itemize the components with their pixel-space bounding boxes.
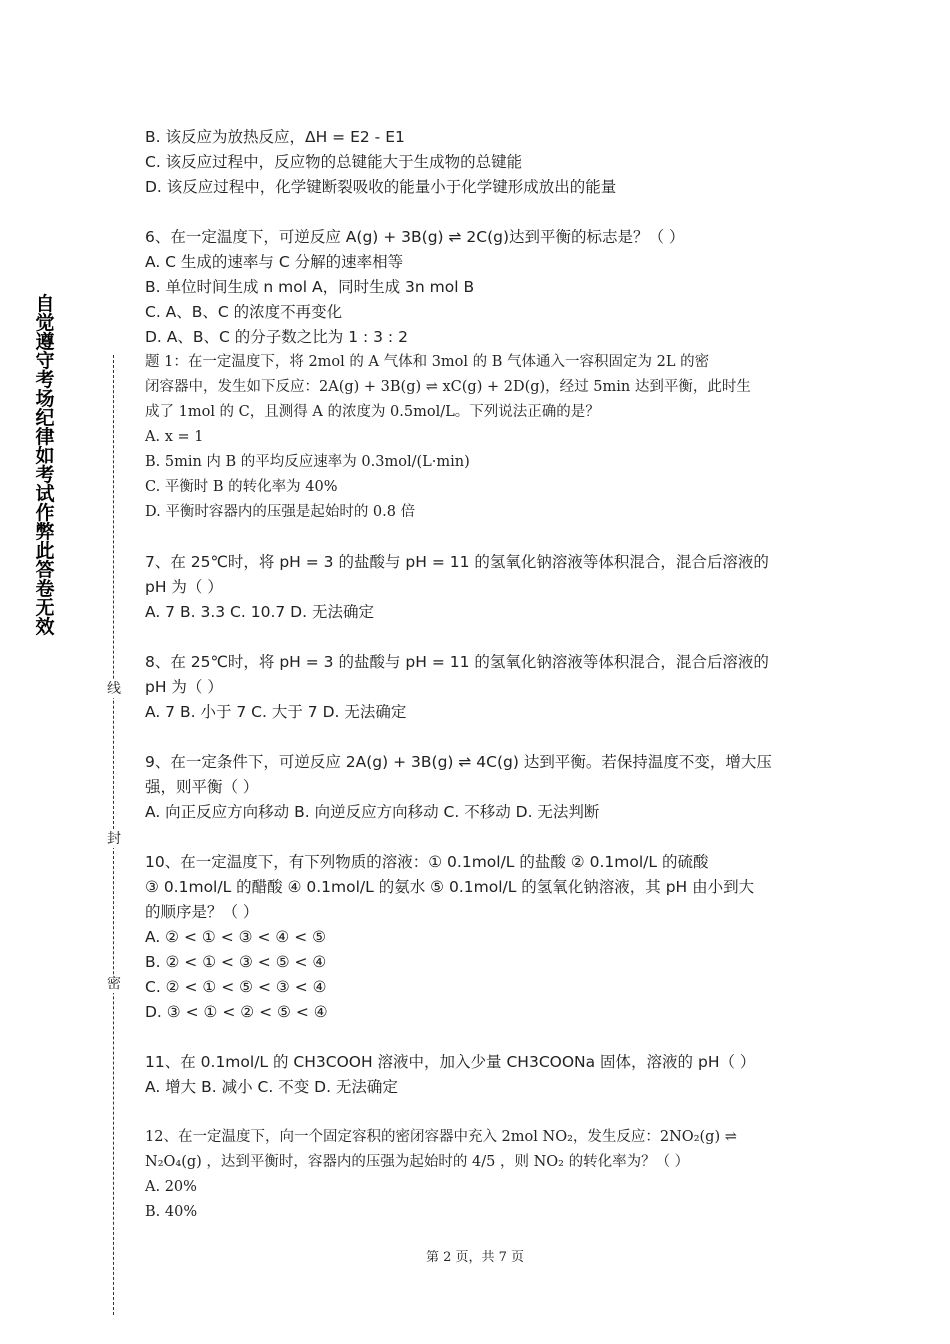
option-line: A. 20% [145,1179,197,1195]
option-line: A. ② < ① < ③ < ④ < ⑤ [145,928,327,946]
question-text: 闭容器中，发生如下反应：2A(g) + 3B(g) ⇌ xC(g) + 2D(g)，经过 5min 达到平衡，此时生 [145,379,751,395]
option-line: B. 单位时间生成 n mol A，同时生成 3n mol B [145,278,475,296]
question-text: 10、在一定温度下，有下列物质的溶液：① 0.1mol/L 的盐酸 ② 0.1mol/L 的硫酸 [145,853,709,871]
option-line: D. 平衡时容器内的压强是起始时的 0.8 倍 [145,504,416,520]
question-text: 7、在 25℃时，将 pH = 3 的盐酸与 pH = 11 的氢氧化钠溶液等体积混合，混合后溶液的 [145,553,769,571]
option-line: B. 40% [145,1204,198,1220]
question-10 [145,850,825,1025]
question-text: 9、在一定条件下，可逆反应 2A(g) + 3B(g) ⇌ 4C(g) 达到平衡。若保持温度不变，增大压 [145,753,772,771]
question-text: 6、在一定温度下，可逆反应 A(g) + 3B(g) ⇌ 2C(g)达到平衡的标志是？（ ） [145,228,685,246]
page-number: 第 2 页，共 7 页 [425,1250,525,1265]
question-8 [145,650,825,725]
question-6 [145,225,825,350]
question-text: 强，则平衡（ ） [145,778,259,796]
question-text: pH 为（ ） [145,578,223,596]
question-text: 成了 1mol 的 C，且测得 A 的浓度为 0.5mol/L。下列说法正确的是？ [145,404,600,420]
question-text: 12、在一定温度下，向一个固定容积的密闭容器中充入 2mol NO₂，发生反应：2NO₂(g) ⇌ [145,1129,737,1145]
seal-label-mi: 密 [107,976,121,992]
question-12 [145,1125,825,1225]
option-line: A. 向正反应方向移动 B. 向逆反应方向移动 C. 不移动 D. 无法判断 [145,803,600,821]
question-7 [145,550,825,625]
exam-discipline-notice: 自觉遵守考场纪律如考试作弊此答卷无效 [35,293,55,638]
option-line: B. 该反应为放热反应，ΔH = E2 - E1 [145,128,405,146]
option-line: B. ② < ① < ③ < ⑤ < ④ [145,953,327,971]
option-line: D. A、B、C 的分子数之比为 1 : 3 : 2 [145,328,408,346]
question-5-options [145,125,825,200]
question-text: 的顺序是？（ ） [145,903,259,921]
page-content [145,125,825,1225]
option-line: A. x = 1 [145,429,204,445]
seal-label-xian: 线 [107,681,121,697]
option-line: D. 该反应过程中，化学键断裂吸收的能量小于化学键形成放出的能量 [145,178,617,196]
option-line: D. ③ < ① < ② < ⑤ < ④ [145,1003,328,1021]
question-11 [145,1050,825,1100]
option-line: A. 增大 B. 减小 C. 不变 D. 无法确定 [145,1078,398,1096]
question-text: ③ 0.1mol/L 的醋酸 ④ 0.1mol/L 的氨水 ⑤ 0.1mol/L 的氢氧化钠溶液，其 pH 由小到大 [145,878,755,896]
option-line: A. 7 B. 小于 7 C. 大于 7 D. 无法确定 [145,703,407,721]
option-line: C. A、B、C 的浓度不再变化 [145,303,343,321]
question-9 [145,750,825,825]
option-line: A. 7 B. 3.3 C. 10.7 D. 无法确定 [145,603,374,621]
question-text: 8、在 25℃时，将 pH = 3 的盐酸与 pH = 11 的氢氧化钠溶液等体积混合，混合后溶液的 [145,653,769,671]
question-text: 11、在 0.1mol/L 的 CH3COOH 溶液中，加入少量 CH3COONa 固体，溶液的 pH（ ） [145,1053,756,1071]
option-line: C. 该反应过程中，反应物的总键能大于生成物的总键能 [145,153,523,171]
question-text: N₂O₄(g) ，达到平衡时，容器内的压强为起始时的 4/5 ，则 NO₂ 的转化率为？（ ） [145,1154,690,1170]
option-line: C. ② < ① < ⑤ < ③ < ④ [145,978,327,996]
option-line: A. C 生成的速率与 C 分解的速率相等 [145,253,404,271]
question-text: pH 为（ ） [145,678,223,696]
option-line: B. 5min 内 B 的平均反应速率为 0.3mol/(L·min) [145,454,470,470]
option-line: C. 平衡时 B 的转化率为 40% [145,479,338,495]
seal-label-feng: 封 [107,831,121,847]
question-ti-1 [145,350,825,525]
question-text: 题 1：在一定温度下，将 2mol 的 A 气体和 3mol 的 B 气体通入一容积固定为 2L 的密 [145,354,710,370]
